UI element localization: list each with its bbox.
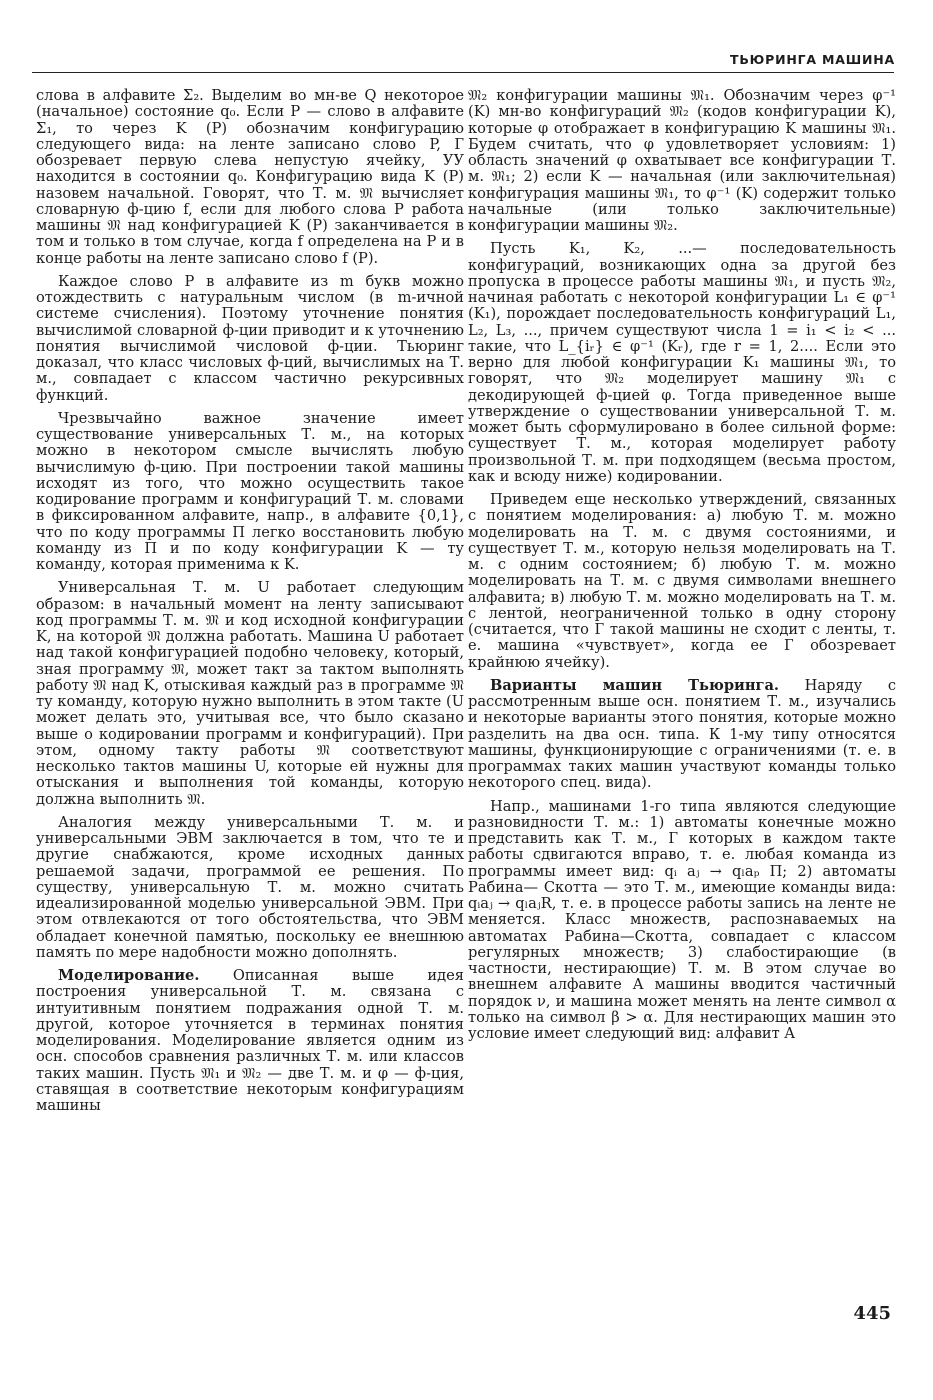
left-column (36, 88, 464, 1114)
paragraph: Напр., машинами 1-го типа являются следующие разновидности Т. м.: 1) автоматы конечные можно представить как Т. м., Г которых в каждом такте работы сдвигаются вправо, т. е. любая команда из программы имеет вид: qᵢ aⱼ → qₗaₚ П; 2) автоматы Рабина— Скотта — это Т. м., имеющие команды вида: qᵢaⱼ → qₗaⱼR, т. е. в процессе работы запись на ленте не меняется. Класс множеств, распознаваемых на автоматах Рабина—Скотта, совпадает с классом регулярных множеств; 3) слабостирающие (в частности, нестирающие) Т. м. В этом случае во внешнем алфавите A машины вводится частичный порядок ν, и машина может менять на ленте символ α только на символ β > α. Для нестирающих машин это условие имеет следующий вид: алфавит A (468, 797, 896, 1042)
paragraph: Приведем еще несколько утверждений, связанных с понятием моделирования: а) любую Т. м. можно моделировать на Т. м. с двумя состояниями, и существует Т. м., которую нельзя моделировать на Т. м. с одним состоянием; б) любую Т. м. можно моделировать на Т. м. с двумя символами внешнего алфавита; в) любую Т. м. можно моделировать на Т. м. с лентой, неограниченной только в одну сторону (считается, что Г такой машины не сходит с ленты, т. е. машина «чувствует», когда ее Г обозревает крайнюю ячейку). (468, 491, 896, 671)
paragraph: Аналогия между универсальными Т. м. и универсальными ЭВМ заключается в том, что те и другие снабжаются, кроме исходных данных решаемой задачи, программой ее решения. По существу, универсальную Т. м. можно считать идеализированной моделью универсальной ЭВМ. При этом отвлекаются от того обстоятельства, что ЭВМ обладает конечной памятью, поскольку ее внешнюю память по мере надобности можно дополнять. (36, 813, 464, 961)
paragraph: Чрезвычайно важное значение имеет существование универсальных Т. м., на которых можно в некотором смысле вычислять любую вычислимую ф-цию. При построении такой машины исходят из того, что можно осуществить такое кодирование программ и конфигураций Т. м. словами в фиксированном алфавите, напр., в алфавите {0,1}, что по коду программы Π легко восстановить любую команду из Π и по коду конфигурации K — ту команду, которая применима к K. (36, 409, 464, 573)
page-number: 445 (853, 1303, 891, 1324)
running-head: ТЬЮРИНГА МАШИНА (730, 52, 895, 67)
paragraph: Каждое слово P в алфавите из m букв можно отождествить с натуральным числом (в m-ичной системе счисления). Поэтому уточнение понятия вычислимой словарной ф-ции приводит и к уточнению понятия вычислимой числовой ф-ции. Тьюринг доказал, что класс числовых ф-ций, вычислимых на Т. м., совпадает с классом частично рекурсивных функций. (36, 272, 464, 404)
paragraph (468, 678, 896, 792)
paragraph: Универсальная Т. м. U работает следующим образом: в начальный момент на ленту записывают код программы Т. м. 𝔐 и код исходной конфигурации K, на которой 𝔐 должна работать. Машина U работает над такой конфигурацией подобно человеку, который, зная программу 𝔐, может такт за тактом выполнять работу 𝔐 над K, отыскивая каждый раз в программе 𝔐 ту команду, которую нужно выполнить в этом такте (U может делать это, учитывая все, что было сказано выше о кодировании программ и конфигураций). При этом, одному такту работы 𝔐 соответствуют несколько тактов машины U, которые ей нужны для отыскания и выполнения той команды, которую должна выполнить 𝔐. (36, 579, 464, 808)
paragraph (36, 968, 464, 1114)
section-heading: Моделирование. (58, 967, 200, 984)
paragraph-text: Наряду с рассмотренным выше осн. понятием Т. м., изучались и некоторые варианты этого понятия, которые можно разделить на два осн. типа. К 1-му типу относятся машины, функционирующие с ограничениями (т. е. в программах таких машин участвуют команды только некоторого спец. вида). (468, 676, 896, 792)
right-column (468, 88, 896, 1042)
paragraph: 𝔐₂ конфигурации машины 𝔐₁. Обозначим через φ⁻¹ (K) мн-во конфигураций 𝔐₂ (кодов конфигурации K), которые φ отображает в конфигурацию K машины 𝔐₁. Будем считать, что φ удовлетворяет условиям: 1) область значений φ охватывает все конфигурации Т. м. 𝔐₁; 2) если K — начальная (или заключительная) конфигурация машины 𝔐₁, то φ⁻¹ (K) содержит только начальные (или только заключительные) конфигурации машины 𝔐₂. (468, 87, 896, 234)
header-rule (32, 72, 894, 73)
paragraph-text: Описанная выше идея построения универсальной Т. м. связана с интуитивным понятием подражания одной Т. м. другой, которое уточняется в терминах понятия моделирования. Моделирование является одним из осн. способов сравнения различных Т. м. или классов таких машин. Пусть 𝔐₁ и 𝔐₂ — две Т. м. и φ — ф-ция, ставящая в соответствие некоторым конфигурациям машины (36, 967, 464, 1114)
section-heading: Варианты машин Тьюринга. (490, 676, 780, 694)
paragraph: слова в алфавите Σ₂. Выделим во мн-ве Q некоторое (начальное) состояние q₀. Если P — слово в алфавите Σ₁, то через K (P) обозначим конфигурацию следующего вида: на ленте записано слово P, Г обозревает первую слева непустую ячейку, УУ находится в состоянии q₀. Конфигурацию вида K (P) назовем начальной. Говорят, что Т. м. 𝔐 вычисляет словарную ф-цию f, если для любого слова P работа машины 𝔐 над конфигурацией K (P) заканчивается в том и только в том случае, когда f определена на P и в конце работы на ленте записано слово f (P). (36, 87, 464, 267)
paragraph: Пусть K₁, K₂, ...— последовательность конфигураций, возникающих одна за другой без пропуска в процессе работы машины 𝔐₁, и пусть 𝔐₂, начиная работать с некоторой конфигурации L₁ ∈ φ⁻¹ (K₁), порождает последовательность конфигураций L₁, L₂, L₃, ..., причем существуют числа 1 = i₁ < i₂ < ... такие, что L_{iᵣ} ∈ φ⁻¹ (Kᵣ), где r = 1, 2.... Если это верно для любой конфигурации K₁ машины 𝔐₁, то говорят, что 𝔐₂ моделирует машину 𝔐₁ с декодирующей ф-цией φ. Тогда приведенное выше утверждение о существовании универсальной Т. м. может быть сформулировано в более сильной форме: существует Т. м., которая моделирует работу произвольной Т. м. при подходящем (весьма простом, как и всюду ниже) кодировании. (468, 240, 896, 485)
